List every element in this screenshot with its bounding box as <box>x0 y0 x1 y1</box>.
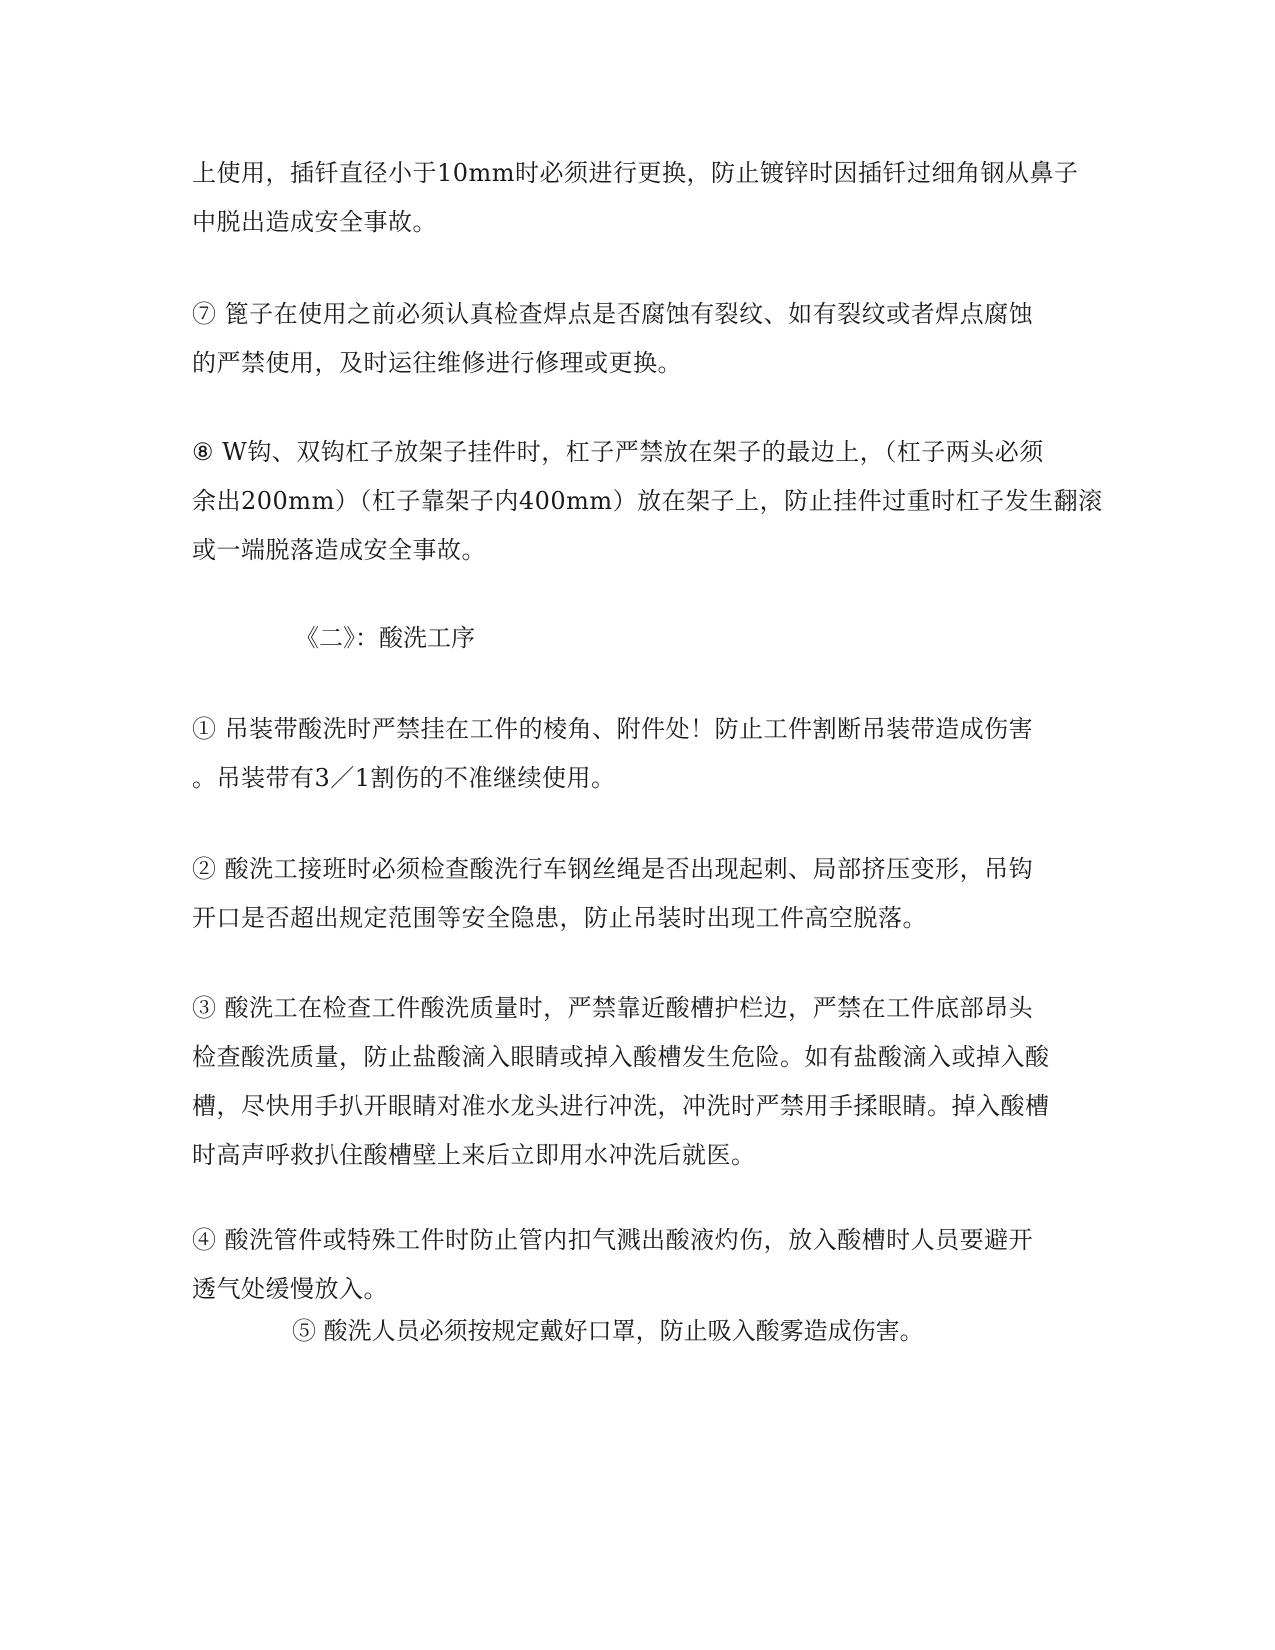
paragraph-pickling-4 <box>192 1216 1082 1314</box>
paragraph-pickling-2 <box>192 845 1082 943</box>
paragraph-item-7 <box>192 290 1082 388</box>
paragraph-pickling-3 <box>192 984 1082 1180</box>
text-line: ① 吊装带酸洗时严禁挂在工件的棱角、附件处！防止工件割断吊装带造成伤害 <box>192 715 1034 743</box>
paragraph-pin-replacement <box>192 149 1082 247</box>
paragraph-item-8 <box>192 428 1103 575</box>
text-line: 余出200mm）（杠子靠架子内400mm）放在架子上，防止挂件过重时杠子发生翻滚 <box>192 487 1103 515</box>
text-line: 或一端脱落造成安全事故。 <box>192 536 486 564</box>
paragraph-pickling-5: ⑤ 酸洗人员必须按规定戴好口罩，防止吸入酸雾造成伤害。 <box>292 1317 924 1345</box>
text-line: 槽，尽快用手扒开眼睛对准水龙头进行冲洗，冲洗时严禁用手揉眼睛。掉入酸槽 <box>192 1092 1050 1120</box>
text-line: 检查酸洗质量，防止盐酸滴入眼睛或掉入酸槽发生危险。如有盐酸滴入或掉入酸 <box>192 1043 1050 1071</box>
text-line: 时高声呼救扒住酸槽壁上来后立即用水冲洗后就医。 <box>192 1141 756 1169</box>
text-line: ⑦ 篦子在使用之前必须认真检查焊点是否腐蚀有裂纹、如有裂纹或者焊点腐蚀 <box>192 300 1034 328</box>
text-line: ⑧ W钩、双钩杠子放架子挂件时，杠子严禁放在架子的最边上，（杠子两头必须 <box>192 438 1044 466</box>
text-line: ③ 酸洗工在检查工件酸洗质量时，严禁靠近酸槽护栏边，严禁在工件底部昂头 <box>192 994 1034 1022</box>
text-line: 。吊装带有3／1割伤的不准继续使用。 <box>192 764 616 792</box>
text-line: ② 酸洗工接班时必须检查酸洗行车钢丝绳是否出现起刺、局部挤压变形，吊钩 <box>192 855 1034 883</box>
text-line: 开口是否超出规定范围等安全隐患，防止吊装时出现工件高空脱落。 <box>192 904 927 932</box>
text-line: ④ 酸洗管件或特殊工件时防止管内扣气溅出酸液灼伤，放入酸槽时人员要避开 <box>192 1226 1034 1254</box>
text-line: 上使用，插钎直径小于10mm时必须进行更换，防止镀锌时因插钎过细角钢从鼻子 <box>192 159 1079 187</box>
text-line: 的严禁使用，及时运往维修进行修理或更换。 <box>192 349 682 377</box>
section-heading: 《二》：酸洗工序 <box>295 624 475 652</box>
paragraph-pickling-1 <box>192 705 1082 803</box>
text-line: 中脱出造成安全事故。 <box>192 208 437 236</box>
text-line: 透气处缓慢放入。 <box>192 1275 388 1303</box>
